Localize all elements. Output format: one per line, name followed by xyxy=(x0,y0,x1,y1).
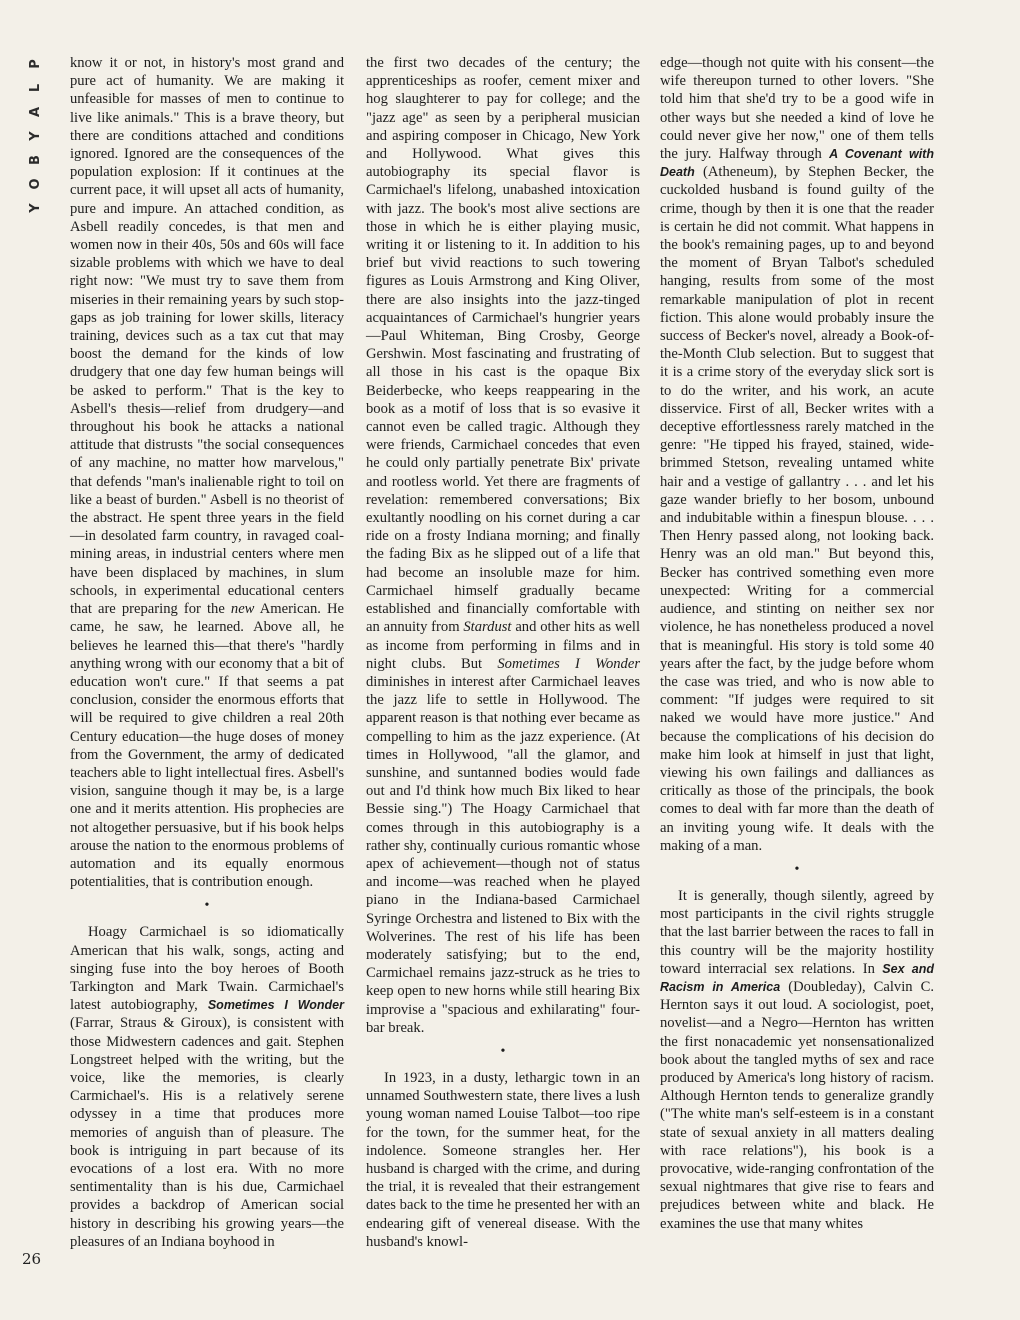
text-column-2 xyxy=(366,54,640,1251)
book-title: A Covenant with Death xyxy=(660,147,934,180)
masthead-letter: O xyxy=(28,178,43,190)
text-run: (Atheneum), by Stephen Becker, the cuckolded husband is found guilty of the crime, though by then it is one that the reader is certain he did not commit. What happens in the book's remaining pages, up to and beyond the moment of Bryan Talbot's scheduled hanging, results from some of the most remarkable manipulation of plot in recent fiction. This alone would probably insure the success of Becker's novel, already a Book-of-the-Month Club selection. But to suggest that it is a crime story of the everyday slick sort is to do the writer, and his work, an acute disservice. First of all, Becker writes with a deceptive effortlessness rarely matched in the genre: "He tipped his frayed, stained, wide-brimmed Stetson, revealing untamed white hair and a vestige of gallantry . . . and let his gaze wander briefly to her bosom, unbound and indubitable within a finespun blouse. . . . Then Henry passed along, not looking back. Henry was an old man." But beyond this, Becker has contrived something even more unexpected: Writing for a commercial audience, and stinting on neither sex nor violence, he has nonetheless produced a novel that is meaningful. His story is told some 40 years after the fact, by the judge before whom the case was tried, and who is now able to comment: "If judges were required to sit naked we would have more justice." And because the complications of his decision do make him look at himself in just that light, viewing his own failings and dalliances as critically as those of the principals, the book comes to deal with far more than the death of an inviting young wife. It deals with the making of a man. xyxy=(660,164,934,854)
masthead-letter: Y xyxy=(28,131,43,141)
paragraph xyxy=(70,923,344,1251)
text-column-1 xyxy=(70,54,344,1251)
text-run: Hoagy Carmichael is so idiomatically American that his walk, songs, acting and singing fuse into the boy heroes of Booth Tarkington and Mark Twain. Carmichael's latest autobiography, xyxy=(70,924,344,1014)
text-run: (Farrar, Straus & Giroux), is consistent with those Midwestern cadences and gait. Stephen Longstreet helped with the writing, but the voice, like the memories, is clearly Carmichael's. His is a relatively serene odyssey in a time that produces more memories of anguish than of pleasure. The book is intriguing in part because of its evocations of a lost era. With no more sentimentality than is his due, Carmichael provides a backdrop of American social history in describing his growing years—the pleasures of an Indiana boyhood in xyxy=(70,1015,344,1250)
paragraph xyxy=(660,887,934,1233)
section-separator: • xyxy=(794,861,800,877)
masthead-letter: B xyxy=(28,155,43,165)
italic-text: Sometimes I Wonder xyxy=(497,655,641,672)
text-run: American. He came, he saw, he learned. Above all, he believes he learned this—that there's "hardly anything wrong with our economy that a bit of education won't cure." If that seems a pat conclusion, consider the enormous efforts that will be required to give children a real 20th Century education—the huge doses of money from the Government, the army of dedicated teachers able to light intellectual fires. Asbell's vision, sanguine though it may be, is a large one and it merits attention. His prophecies are not altogether persuasive, but if his book helps arouse the nation to the enormous problems of automation and its equally enormous potentialities, that is contribution enough. xyxy=(70,601,344,891)
italic-text: new xyxy=(230,601,255,618)
book-title: Sometimes I Wonder xyxy=(207,998,344,1013)
text-column-3 xyxy=(660,54,934,1233)
text-run: (Doubleday), Calvin C. Hernton says it out loud. A sociologist, poet, novelist—and a Negro—Hernton has written the first nonacademic yet nonsensationalized book about the tangled myths of sex and race produced by America's long history of racism. Although Hernton tends to generalize grandly ("The white man's self-esteem is in a constant state of sexual anxiety in all matters dealing with race relations"), his book is a provocative, wide-ranging confrontation of the sexual nightmares that give rise to fears and prejudices between white and black. He examines the use that many whites xyxy=(660,978,934,1232)
masthead-vertical xyxy=(22,52,50,220)
section-separator: • xyxy=(500,1043,506,1059)
text-run: know it or not, in history's most grand and pure act of humanity. We are making it unfeasible for masses of men to continue to live like animals." This is a brave theory, but there are conditions attached and conditions ignored. Ignored are the consequences of the population explosion: If it continues at the current pace, it will upset all acts of humanity, pure and impure. An attached condition, as Asbell readily concedes, is that men and women now in their 40s, 50s and 60s will face sizable problems with which we have to deal right now: "We must try to save them from miseries in their remaining years by such stop-gaps as job training for lower skills, literacy training, devices such as a tax cut that may boost the demand for the kinds of low drudgery that one day few human beings will be asked to perform." That is the key to Asbell's thesis—relief from drudgery—and throughout his book he attacks a national attitude that distrusts "the social consequences of any machine, no matter how marvelous," that defends "man's inalienable right to toil on like a beast of burden." Asbell is no theorist of the abstract. He spent three years in the field—in desolated farm country, in ravaged coal-mining areas, in industrial centers where men have been displaced by machines, in slum schools, in experimental educational centers that are preparing for the xyxy=(70,55,344,618)
page-number: 26 xyxy=(22,1250,42,1268)
text-run: It is generally, though silently, agreed by most participants in the civil rights struggle that the last barrier between the races to fall in this country will be the majority hostility toward interracial sex relations. In xyxy=(660,887,934,977)
paragraph xyxy=(660,54,934,855)
section-separator: • xyxy=(204,898,210,914)
text-run: the first two decades of the century; the apprenticeships as roofer, cement mixer and hog slaughterer to pay for college; and the "jazz age" as seen by a peripheral musician and aspiring composer in Chicago, New York and Hollywood. What gives this autobiography its special flavor is Carmichael's lifelong, unabashed intoxication with jazz. The book's most alive sections are those in which he is either playing music, writing it or listening to it. In addition to his brief but vivid reactions to such towering figures as Louis Armstrong and King Oliver, there are also insights into the jazz-tinged acquaintances of Carmichael's hungrier years—Paul Whiteman, Bing Crosby, George Gershwin. Most fascinating and frustrating of all those in his cast is the opaque Bix Beiderbecke, who keeps reappearing in the book as a motif of loss that is so evasive it cannot even be called tragic. Although they were friends, Carmichael concedes that even he could only partially penetrate Bix' private and rootless world. Yet there are fragments of revelation: remembered conversations; Bix exultantly noodling on his cornet during a car ride on a frosty Indiana morning; and finally the fading Bix as he slipped out of a life that had become an insoluble maze for him. Carmichael himself gradually became established and financially comfortable with an annuity from xyxy=(366,55,640,636)
masthead-letter: Y xyxy=(28,203,43,213)
paragraph xyxy=(70,54,344,891)
masthead-letter: L xyxy=(28,83,43,93)
paragraph: In 1923, in a dusty, lethargic town in an unnamed Southwestern state, there lives a lush young woman named Louise Talbot—too ripe for the town, for the summer heat, for the indolence. Someone strangles her. Her husband is charged with the crime, and during the trial, it is revealed that their estrangement dates back to the time he presented her with an endearing gift of venereal disease. With the husband's knowl- xyxy=(366,1069,640,1250)
italic-text: Stardust xyxy=(463,619,512,636)
masthead-letter: P xyxy=(28,59,43,69)
text-run: and other hits as well as income from performing in films and in night clubs. But xyxy=(366,619,640,672)
text-run: edge—though not quite with his consent—the wife thereupon turned to other lovers. "She told him that she'd try to be a good wife in other ways but she needed a kind of love he could never give her now," one of them tells the jury. Halfway through xyxy=(660,55,934,163)
book-title: Sex and Racism in America xyxy=(660,961,935,994)
masthead-letter: A xyxy=(28,106,43,118)
text-run: diminishes in interest after Carmichael leaves the jazz life to settle in Hollywood. The apparent reason is that nothing ever became as compelling to him as the jazz experience. (At times in Hollywood, "all the glamor, and sunshine, and suntanned bodies would fade out and I'd think how much Bix liked to hear Bessie sing.") The Hoagy Carmichael that comes through in this autobiography is a rather shy, continually curious romantic whose apex of achievement—though not of status and income—was reached when he played piano in the Indiana-based Carmichael Syringe Orchestra and listened to Bix with the Wolverines. The rest of his life has been moderately satisfying; but to the end, Carmichael remains jazz-struck as he tries to keep open to new horns while still hearing Bix improvise a "spacious and exhilarating" four-bar break. xyxy=(366,673,640,1036)
paragraph xyxy=(366,54,640,1037)
